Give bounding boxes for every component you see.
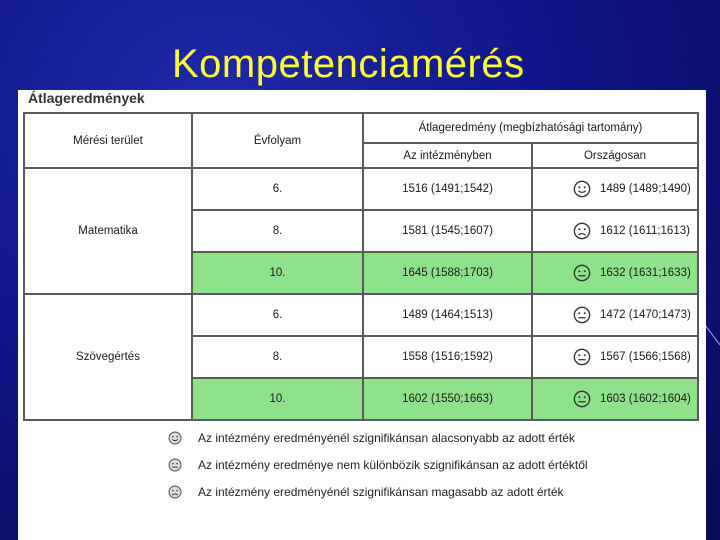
table-row [24,294,698,336]
header-average: Átlageredmény (megbízhatósági tartomány) [363,113,698,143]
smile-face-icon [573,180,591,198]
document-heading: Átlageredmények [28,90,145,106]
national-value: 1472 (1470;1473) [600,309,691,321]
neutral-face-icon [573,348,591,366]
national-cell [532,168,698,210]
national-value: 1612 (1611;1613) [600,225,690,237]
national-cell [532,252,698,294]
area-cell-math: Matematika [24,168,192,294]
neutral-face-icon [573,390,591,408]
national-cell [532,294,698,336]
national-value: 1489 (1489;1490) [600,183,691,195]
legend-item [168,451,588,478]
frown-face-icon [573,222,591,240]
year-cell: 10. [192,252,363,294]
institution-cell: 1581 (1545;1607) [363,210,532,252]
year-cell: 6. [192,294,363,336]
header-area: Mérési terület [24,113,192,168]
area-cell-reading: Szövegértés [24,294,192,420]
neutral-face-icon [573,264,591,282]
table-row [24,168,698,210]
document-scan [18,90,706,540]
national-cell [532,378,698,420]
neutral-face-icon [573,306,591,324]
national-value: 1567 (1566;1568) [600,351,691,363]
legend-text: Az intézmény eredménye nem különbözik szignifikánsan az adott értéktől [198,457,588,472]
national-value: 1632 (1631;1633) [600,267,691,279]
legend-item [168,424,588,451]
year-cell: 6. [192,168,363,210]
year-cell: 10. [192,378,363,420]
institution-cell: 1602 (1550;1663) [363,378,532,420]
institution-cell: 1558 (1516;1592) [363,336,532,378]
national-cell [532,210,698,252]
national-cell [532,336,698,378]
national-value: 1603 (1602;1604) [600,393,691,405]
legend [168,424,588,505]
header-institution: Az intézményben [363,143,532,168]
institution-cell: 1516 (1491;1542) [363,168,532,210]
legend-text: Az intézmény eredményénél szignifikánsan alacsonyabb az adott érték [198,430,575,445]
smile-face-icon [168,431,182,445]
legend-text: Az intézmény eredményénél szignifikánsan magasabb az adott érték [198,484,564,499]
header-national: Országosan [532,143,698,168]
institution-cell: 1489 (1464;1513) [363,294,532,336]
year-cell: 8. [192,336,363,378]
year-cell: 8. [192,210,363,252]
header-year: Évfolyam [192,113,363,168]
legend-item [168,478,588,505]
institution-cell: 1645 (1588;1703) [363,252,532,294]
slide-title: Kompetenciamérés [172,42,525,86]
results-table [23,112,699,421]
neutral-face-icon [168,458,182,472]
frown-face-icon [168,485,182,499]
